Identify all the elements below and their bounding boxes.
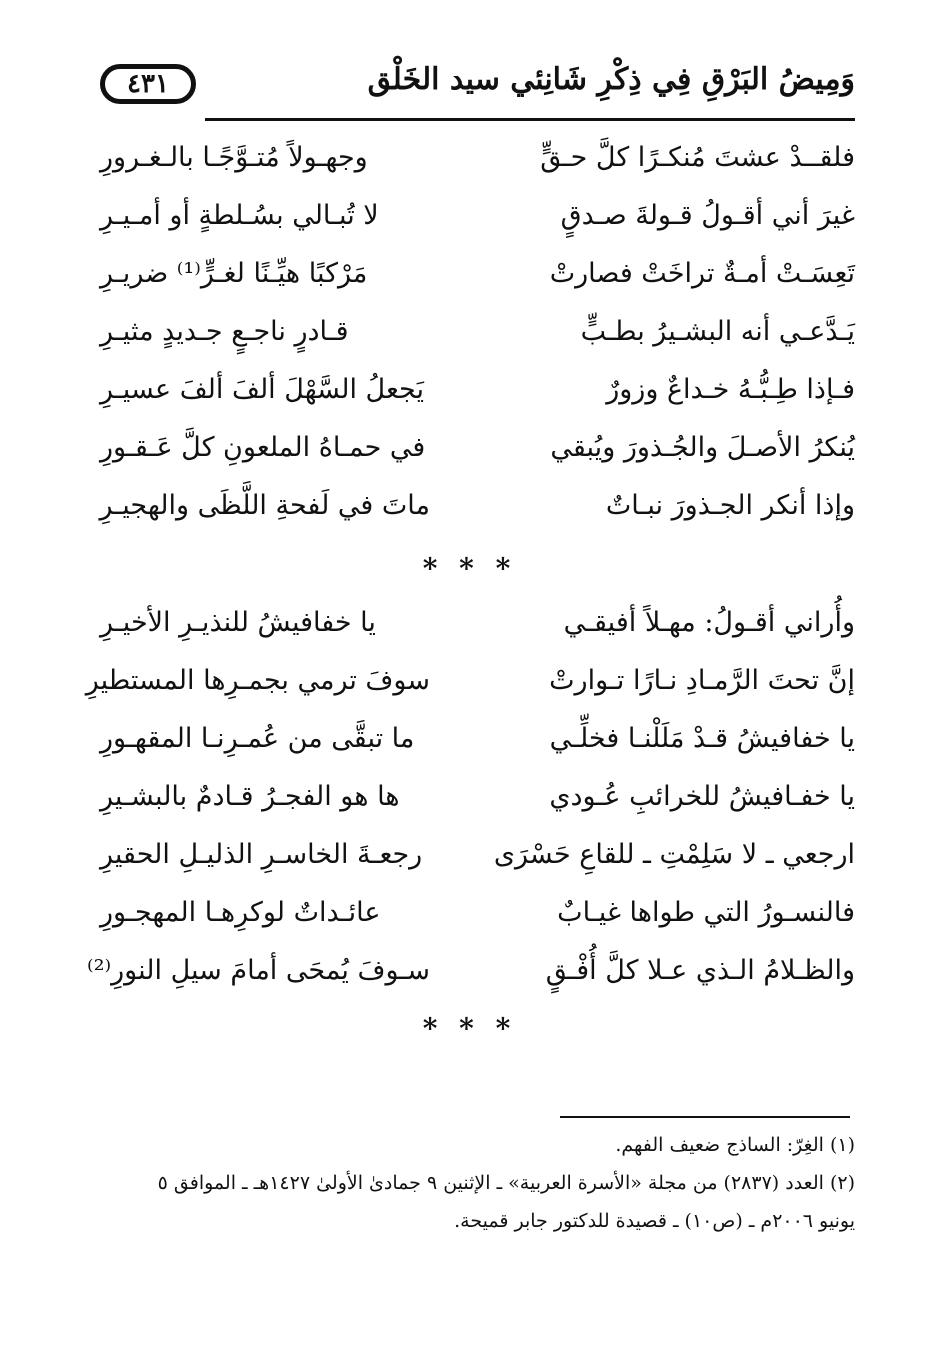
verse-row	[87, 941, 855, 999]
stanza-1	[100, 128, 855, 534]
footnotes	[100, 1126, 855, 1240]
verse-row	[85, 651, 855, 709]
verse-second-hemistich: ماتَ في لَفحةِ اللَّظَى والهجيـرِ	[99, 489, 430, 521]
verse-first-hemistich: ارجعي ـ لا سَلِمْتِ ـ للقاعِ حَسْرَى	[493, 838, 855, 870]
verse-second-hemistich: قـادرٍ ناجـعٍ جـديدٍ مثيـرِ	[100, 315, 349, 347]
verse-second-hemistich: لا تُبـالي بسُـلطةٍ أو أمـيـرِ	[100, 199, 379, 231]
footnote-2-continued: يونيو ٢٠٠٦م ـ (ص١٠) ـ قصيدة للدكتور جابر قميحة.	[454, 1210, 855, 1232]
footnote-2: (٢) العدد (٢٨٣٧) من مجلة «الأسرة العربية» ـ الإثنين ٩ جمادىٰ الأولىٰ ١٤٢٧هـ ـ الموافق ٥	[157, 1172, 855, 1194]
verse-row	[100, 883, 855, 941]
verse-first-hemistich: يا خفافيشُ قـدْ مَلَلْنـا فخلِّـي	[549, 722, 855, 754]
verse-first-hemistich: يَـدَّعـي أنه البشـيرُ بطـبٍّ	[580, 315, 855, 347]
verse-second-hemistich: ما تبقَّى من عُمـرِنـا المقهـورِ	[100, 722, 415, 754]
verse-row	[100, 360, 855, 418]
verse-row	[100, 709, 855, 767]
verse-first-hemistich: غيرَ أني أقـولُ قـولةَ صـدقٍ	[560, 199, 855, 231]
running-title: وَمِيضُ البَرْقِ فِي ذِكْرِ شَانِئي سيد الخَلْق	[367, 62, 855, 97]
verse-first-hemistich: وإذا أنكر الجـذورَ نبـاتٌ	[605, 489, 855, 521]
verse-row	[100, 128, 855, 186]
verse-first-hemistich: يُنكرُ الأصـلَ والجُـذورَ ويُبقي	[550, 431, 855, 463]
verse-first-hemistich: والظـلامُ الـذي عـلا كلَّ أُفْـقٍ	[545, 954, 855, 986]
section-separator: * * *	[422, 1012, 517, 1045]
verse-row	[100, 186, 855, 244]
verse-second-hemistich: سـوفَ يُمحَى أمامَ سيلِ النورِ⁽²⁾	[87, 954, 430, 986]
verse-second-hemistich: ها هو الفجـرُ قـادمٌ بالبشـيرِ	[100, 780, 400, 812]
verse-first-hemistich: فلقــدْ عشتَ مُنكـرًا كلَّ حـقٍّ	[540, 141, 855, 173]
page-number: ٤٣١	[100, 64, 196, 104]
verse-row	[100, 825, 855, 883]
verse-first-hemistich: يا خفـافيشُ للخرائبِ عُـودي	[549, 780, 855, 812]
header-rule	[205, 118, 855, 121]
page-header	[100, 58, 855, 120]
verse-row	[100, 593, 855, 651]
verse-row	[100, 302, 855, 360]
verse-second-hemistich: رجعـةَ الخاسـرِ الذليـلِ الحقيرِ	[100, 838, 423, 870]
footnote-rule	[560, 1116, 850, 1118]
verse-first-hemistich: تَعِسَـتْ أمـةٌ تراخَتْ فصارتْ	[549, 257, 855, 289]
verse-second-hemistich: سوفَ ترمي بجمـرِها المستطيرِ	[85, 664, 430, 696]
stanza-2	[85, 593, 855, 999]
verse-row	[100, 418, 855, 476]
verse-second-hemistich: وجهـولاً مُتـوَّجًـا بالـغـرورِ	[100, 141, 368, 173]
verse-second-hemistich: يا خفافيشُ للنذيـرِ الأخيـرِ	[100, 606, 376, 638]
verse-first-hemistich: فالنسـورُ التي طواها غيـابٌ	[557, 896, 855, 928]
verse-second-hemistich: عائـداتٌ لوكرِهـا المهجـورِ	[100, 896, 381, 928]
verse-second-hemistich: مَرْكبًا هيِّـنًا لغـرٍّ⁽¹⁾ ضريـرِ	[100, 257, 368, 289]
verse-first-hemistich: وأُراني أقـولُ: مهـلاً أفيقـي	[563, 606, 855, 638]
verse-first-hemistich: إنَّ تحتَ الرَّمـادِ نـارًا تـوارتْ	[549, 664, 855, 696]
verse-row	[100, 767, 855, 825]
footnote-1: (١) الغِرّ: الساذج ضعيف الفهم.	[615, 1134, 855, 1156]
section-separator: * * *	[422, 552, 517, 585]
verse-second-hemistich: في حمـاهُ الملعونِ كلَّ عَـقـورِ	[100, 431, 426, 463]
verse-second-hemistich: يَجعلُ السَّهْلَ ألفَ ألفَ عسيـرِ	[100, 373, 424, 405]
verse-first-hemistich: فـإذا طِـبُّـهُ خـداعٌ وزورٌ	[606, 373, 855, 405]
verse-row	[100, 244, 855, 302]
verse-row	[100, 476, 855, 534]
